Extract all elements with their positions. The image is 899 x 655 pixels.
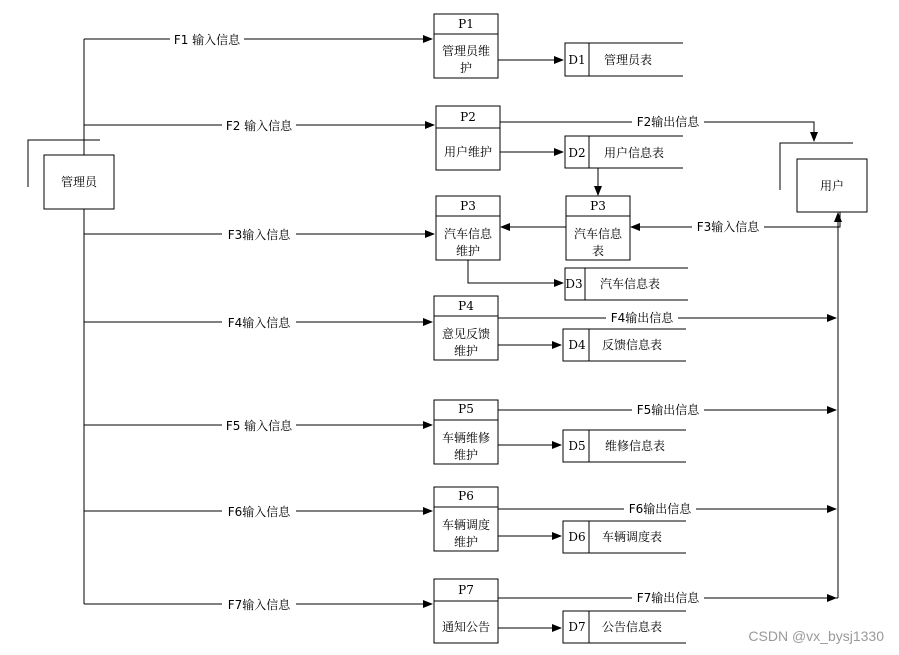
store-id: D7 (568, 620, 586, 634)
flow-label: F7输入信息 (227, 598, 291, 612)
flow-in-f5 (84, 418, 432, 433)
flow-out-f7 (498, 590, 838, 605)
process-name: 用户维护 (443, 145, 493, 159)
flow-p3-d3 (468, 260, 563, 283)
process-name: 汽车信息 (443, 227, 493, 241)
flow-in-f4 (84, 315, 432, 330)
process-name: 维护 (453, 344, 479, 358)
store-d5 (563, 430, 686, 462)
flow-in-f6 (84, 504, 432, 519)
flow-out-f6 (498, 501, 836, 516)
flow-user-in-f3 (631, 212, 840, 234)
process-p1 (434, 14, 498, 78)
store-d4 (563, 329, 686, 361)
store-id: D6 (568, 530, 586, 544)
flow-label: F4输出信息 (610, 311, 674, 325)
process-id: P2 (460, 110, 476, 124)
flow-label: F2 输入信息 (225, 119, 293, 133)
flow-label: F2输出信息 (636, 115, 700, 129)
process-name: 维护 (455, 244, 481, 258)
store-name: 用户信息表 (603, 146, 665, 160)
flow-label: F3输入信息 (227, 228, 291, 242)
store-name: 汽车信息表 (599, 277, 661, 291)
store-d6 (563, 521, 686, 553)
flow-label: F6输入信息 (227, 505, 291, 519)
process-p3-table (566, 196, 630, 260)
admin-entity (28, 140, 114, 209)
flow-in-f3 (84, 227, 434, 242)
flow-out-f4 (498, 310, 836, 325)
process-p3-maintenance (436, 196, 500, 260)
user-entity (780, 143, 867, 212)
process-name: 车辆维修 (441, 431, 491, 445)
process-name: 车辆调度 (441, 518, 491, 532)
process-id: P7 (458, 583, 474, 597)
process-p6 (434, 487, 498, 551)
flow-label: F4输入信息 (227, 316, 291, 330)
process-id: P4 (458, 299, 474, 313)
flow-label: F7输出信息 (636, 591, 700, 605)
process-id: P6 (458, 489, 474, 503)
process-p7 (434, 579, 498, 643)
process-name: 意见反馈 (441, 327, 491, 341)
store-id: D1 (568, 53, 586, 67)
store-id: D4 (568, 338, 586, 352)
store-id: D5 (568, 439, 586, 453)
flow-out-f5 (498, 402, 836, 417)
process-name: 维护 (453, 535, 479, 549)
flow-out-f2 (500, 114, 814, 141)
process-name: 管理员维 (441, 44, 491, 58)
process-name: 通知公告 (441, 620, 491, 634)
flow-label: F3输入信息 (696, 220, 760, 234)
process-p5 (434, 400, 498, 464)
store-name: 车辆调度表 (601, 530, 663, 544)
flow-label: F1 输入信息 (173, 33, 241, 47)
admin-label: 管理员 (60, 175, 98, 189)
store-name: 反馈信息表 (601, 338, 663, 352)
process-id: P5 (458, 402, 474, 416)
store-name: 公告信息表 (601, 620, 663, 634)
store-d3 (565, 268, 688, 300)
store-id: D3 (565, 277, 583, 291)
flow-label: F5 输入信息 (225, 419, 293, 433)
process-name: 维护 (453, 448, 479, 462)
store-d2 (565, 136, 683, 168)
process-name: 表 (591, 244, 605, 258)
store-id: D2 (568, 146, 586, 160)
process-p4 (434, 296, 498, 360)
flow-in-f7 (84, 597, 432, 612)
store-name: 维修信息表 (604, 439, 666, 453)
store-d1 (565, 43, 683, 76)
process-id: P3 (590, 199, 606, 213)
process-name: 汽车信息 (573, 227, 623, 241)
process-name: 护 (459, 61, 473, 75)
flow-in-f2 (84, 118, 434, 133)
flow-label: F5输出信息 (636, 403, 700, 417)
process-id: P1 (458, 17, 474, 31)
flow-in-f1 (84, 32, 432, 47)
flow-label: F6输出信息 (628, 502, 692, 516)
store-d7 (563, 611, 686, 643)
watermark: CSDN @vx_bysj1330 (748, 628, 884, 644)
store-name: 管理员表 (603, 53, 653, 67)
process-p2 (436, 106, 500, 170)
process-id: P3 (460, 199, 476, 213)
user-label: 用户 (819, 179, 845, 193)
